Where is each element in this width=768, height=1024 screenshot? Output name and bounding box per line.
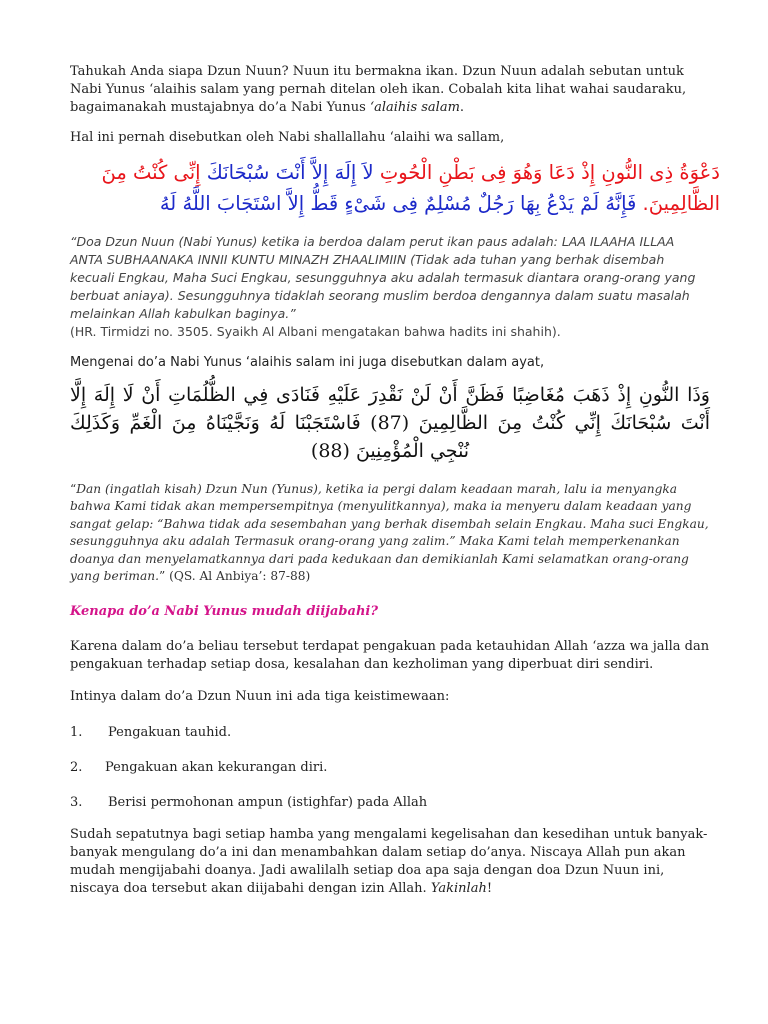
list-item-text: Berisi permohonan ampun (istighfar) pada Allah <box>108 795 428 810</box>
verse-arabic: وَذَا النُّونِ إِذْ ذَهَبَ مُغَاضِبًا فَظَنَّ أَنْ لَنْ نَقْدِرَ عَلَيْهِ فَنَادَى فِي الظُّلُمَاتِ أَنْ لَا إِلَهَ إِلَّا أَنْتَ سُبْحَانَكَ إِنِّي كُنْتُ مِنَ الظَّالِمِينَ (87) فَاسْتَجَبْنَا لَهُ وَنَجَّيْنَاهُ مِنَ الْغَمِّ وَكَذَلِكَ نُنْجِي الْمُؤْمِنِينَ (88) <box>70 384 710 462</box>
intro-text: Tahukah Anda siapa Dzun Nuun? Nuun itu bermakna ikan. Dzun Nuun adalah sebutan untuk Nabi Yunus ‘alaihis salam yang pernah ditelan oleh ikan. Cobalah kita lihat wahai saudaraku, bagaimanakah mustajabnya do’a Nabi Yunus <box>70 64 687 115</box>
list-item-text: Pengakuan akan kekurangan diri. <box>105 760 328 775</box>
hadith-arabic-blue-1: لاَ إِلَهَ إِلاَّ أَنْتَ سُبْحَانَكَ <box>200 161 374 184</box>
hadith-arabic-red-mid: إِنِّى كُنْتُ مِنَ الظَّالِمِينَ. <box>101 161 720 215</box>
intro-paragraph <box>70 63 710 117</box>
hadith-translation-text: “Doa Dzun Nuun (Nabi Yunus) ketika ia berdoa dalam perut ikan paus adalah: LAA ILAAHA ILLAA ANTA SUBHAANAKA INNII KUNTU MINAZH ZHAALIMIIN (Tidak ada tuhan yang berhak disembah kecuali Engkau, Maha Suci Engkau, sesungguhnya aku adalah termasuk diantara orang-orang yang berbuat aniaya). Sesungguhnya tidaklah seorang muslim berdoa dengannya dalam suatu masalah melainkan Allah kabulkan baginya.” <box>70 234 696 321</box>
closing-text: Sudah sepatutnya bagi setiap hamba yang mengalami kegelisahan dan kesedihan untuk banyak-banyak mengulang do’a ini dan menambahkan dalam setiap do’anya. Niscaya Allah pun akan mudah mengijabahi doanya. Jadi awalilalh setiap doa apa saja dengan doa Dzun Nuun ini, niscaya doa tersebut akan diijabahi dengan izin Allah. <box>70 827 708 896</box>
verse-translation-open: “ <box>70 482 77 496</box>
list-item-number: 2. <box>70 760 83 775</box>
closing-italic: Yakinlah <box>430 881 487 896</box>
hadith-source: (HR. Tirmidzi no. 3505. Syaikh Al Albani mengatakan bahwa hadits ini shahih). <box>70 324 561 339</box>
hadith-translation <box>70 233 710 341</box>
verse-intro: Mengenai do’a Nabi Yunus ‘alaihis salam ini juga disebutkan dalam ayat, <box>70 355 545 370</box>
hadith-arabic-blue-2: فَإِنَّهُ لَمْ يَدْعُ بِهَا رَجُلٌ مُسْلِمٌ فِى شَىْءٍ قَطُّ إِلاَّ اسْتَجَابَ اللَّهُ لَهُ <box>159 192 637 215</box>
intro-end: . <box>459 100 465 115</box>
verse-translation-text: Dan (ingatlah kisah) Dzun Nun (Yunus), ketika ia pergi dalam keadaan marah, lalu ia menyangka bahwa Kami tidak akan mempersempitnya (menyulitkannya), maka ia menyeru dalam keadaan yang sangat gelap: “Bahwa tidak ada sesembahan yang berhak disembah selain Engkau. Maha suci Engkau, sesungguhnya aku adalah Termasuk orang-orang yang zalim.” Maka Kami telah memperkenankan doanya dan menyelamatkannya dari pada kedukaan dan demikianlah Kami selamatkan orang-orang yang beriman. <box>70 482 709 584</box>
hadith-arabic-red-start: دَعْوَةُ ذِى النُّونِ إِذْ دَعَا وَهُوَ فِى بَطْنِ الْحُوتِ <box>373 161 720 184</box>
list-item-number: 1. <box>70 725 83 740</box>
intro-italic: ‘alaihis salam <box>369 100 460 115</box>
explanation-paragraph: Karena dalam do’a beliau tersebut terdapat pengakuan pada ketauhidan Allah ‘azza wa jalla dan pengakuan terhadap setiap dosa, kesalahan dan kezholiman yang diperbuat diri sendiri. <box>70 639 710 672</box>
list-item-text: Pengakuan tauhid. <box>108 725 232 740</box>
section-heading: Kenapa do’a Nabi Yunus mudah diijabahi? <box>70 604 378 619</box>
verse-translation <box>70 481 710 585</box>
closing-paragraph <box>70 826 710 898</box>
list-intro: Intinya dalam do’a Dzun Nuun ini ada tiga keistimewaan: <box>70 689 450 704</box>
hadith-arabic <box>70 157 720 219</box>
verse-source: ” (QS. Al Anbiya’: 87-88) <box>158 569 311 584</box>
closing-end: ! <box>486 881 493 896</box>
list-item-number: 3. <box>70 795 83 810</box>
hadith-intro: Hal ini pernah disebutkan oleh Nabi shallallahu ‘alaihi wa sallam, <box>70 130 505 145</box>
